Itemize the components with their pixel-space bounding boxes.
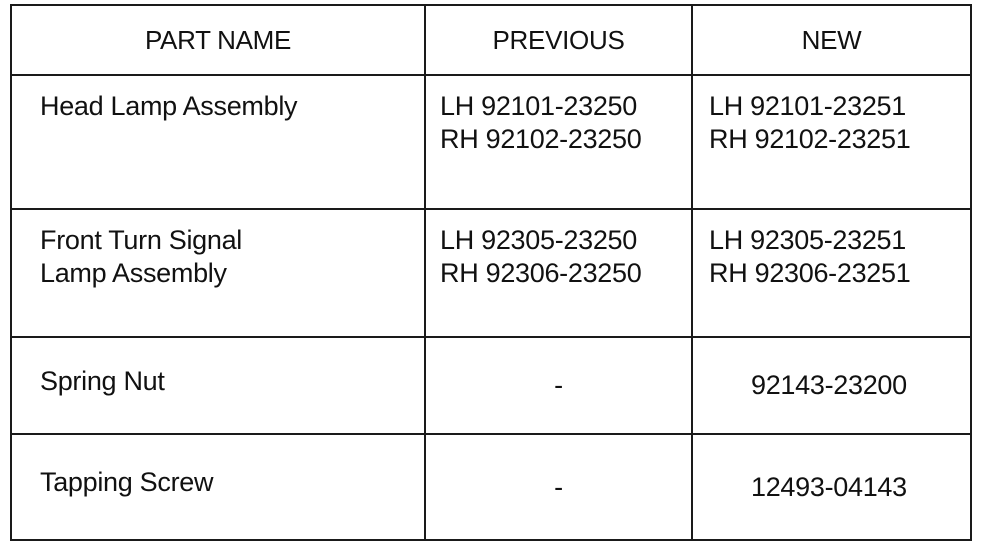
part-name-text-line-2: Lamp Assembly (40, 258, 227, 288)
previous-part-cell (425, 209, 692, 337)
previous-lh-number: LH 92101-23250 (440, 91, 637, 121)
new-rh-number: RH 92102-23251 (709, 124, 911, 154)
previous-none-dash: - (554, 370, 563, 400)
previous-part-cell (425, 75, 692, 209)
new-part-cell (692, 209, 971, 337)
previous-part-cell (425, 434, 692, 540)
part-name-text: Tapping Screw (40, 466, 214, 497)
previous-none-dash: - (554, 471, 563, 502)
new-part-cell (692, 337, 971, 434)
part-name-cell (11, 337, 425, 434)
new-rh-number: RH 92306-23251 (709, 258, 911, 288)
part-name-text-line-1: Front Turn Signal (40, 225, 243, 255)
new-part-cell (692, 75, 971, 209)
header-new: NEW (692, 5, 971, 75)
parts-table (10, 4, 972, 541)
part-name-text: Head Lamp Assembly (40, 91, 298, 121)
table-row (11, 75, 971, 209)
part-name-text: Spring Nut (40, 366, 165, 396)
header-part-name: PART NAME (11, 5, 425, 75)
part-name-cell (11, 75, 425, 209)
part-name-cell (11, 434, 425, 540)
new-part-number: 92143-23200 (751, 370, 907, 400)
previous-part-cell (425, 337, 692, 434)
table-row (11, 434, 971, 540)
table-row (11, 337, 971, 434)
new-part-number: 12493-04143 (751, 471, 907, 502)
new-lh-number: LH 92101-23251 (709, 91, 906, 121)
header-previous: PREVIOUS (425, 5, 692, 75)
previous-lh-number: LH 92305-23250 (440, 225, 637, 255)
table-row (11, 209, 971, 337)
new-part-cell (692, 434, 971, 540)
previous-rh-number: RH 92306-23250 (440, 258, 642, 288)
previous-rh-number: RH 92102-23250 (440, 124, 642, 154)
part-name-cell (11, 209, 425, 337)
new-lh-number: LH 92305-23251 (709, 225, 906, 255)
table-header-row (11, 5, 971, 75)
